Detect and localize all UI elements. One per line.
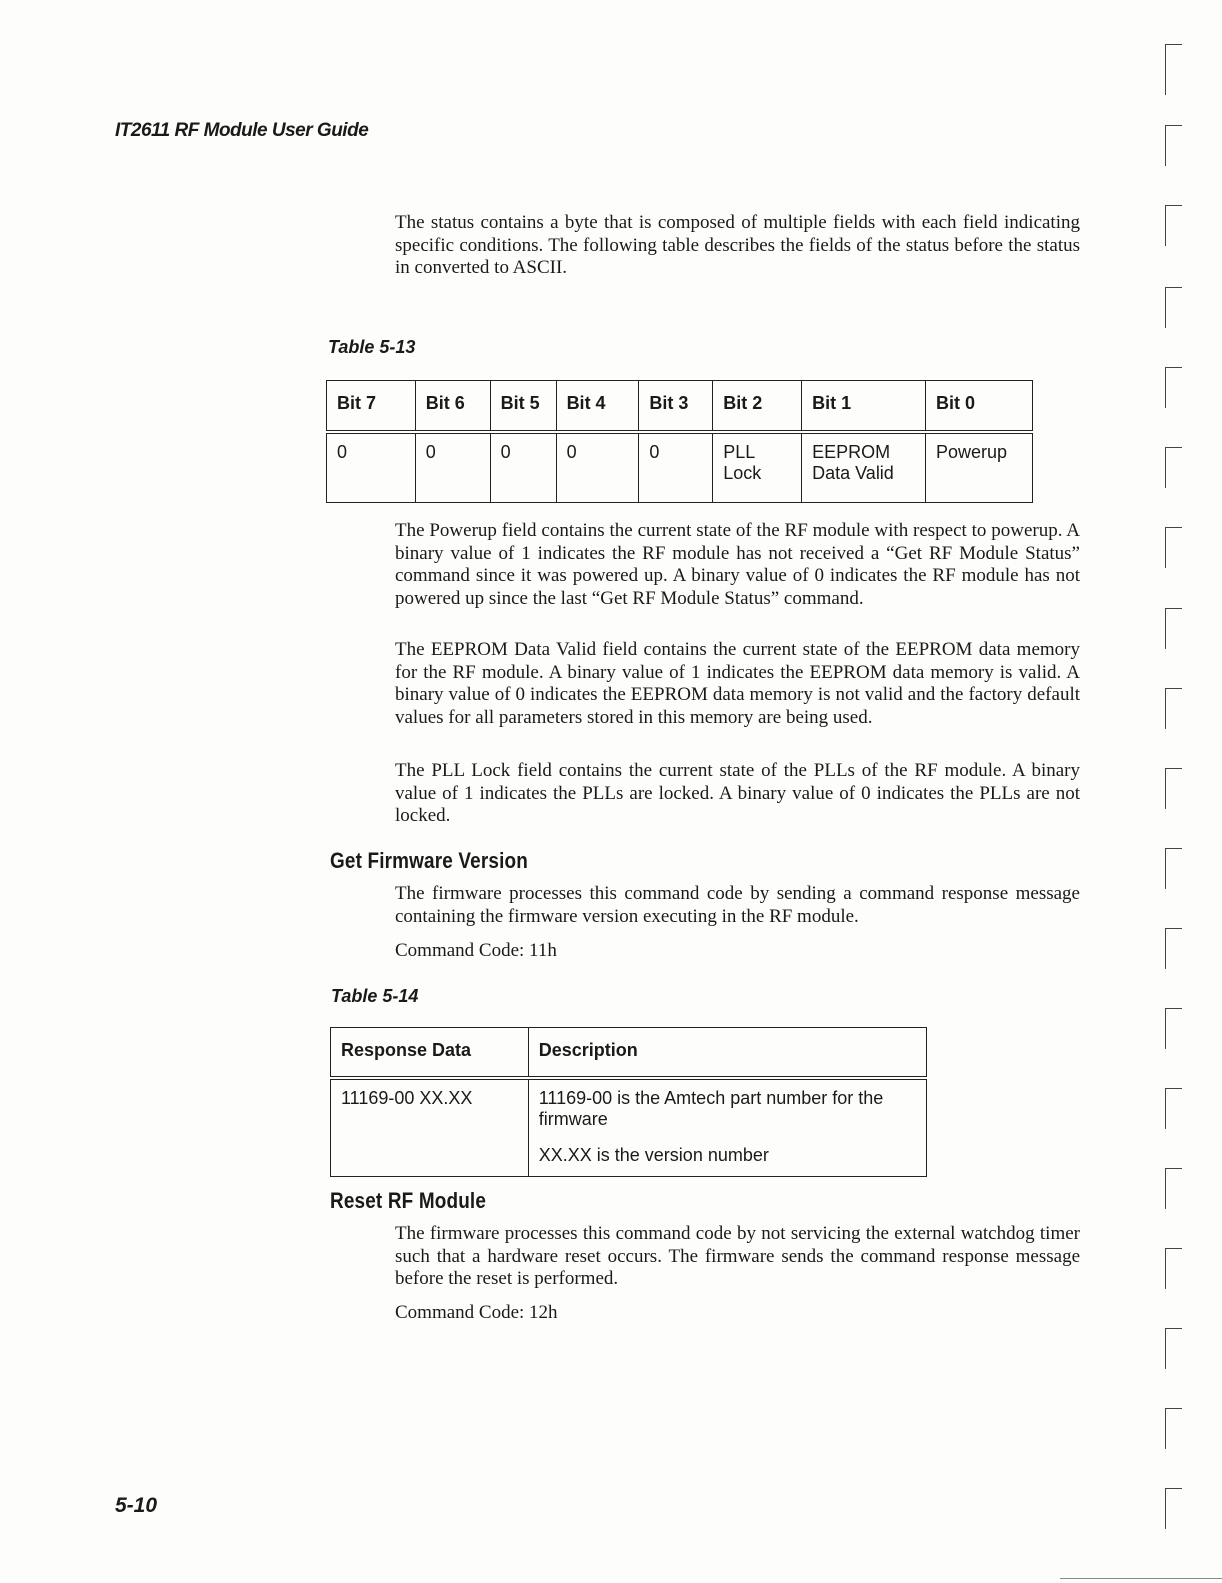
- tab-mark: [1165, 205, 1182, 246]
- tab-mark: [1165, 1408, 1182, 1449]
- get-firmware-paragraph: The firmware processes this command code by sending a command response message containing the firmware version executing in the RF module.: [395, 883, 1080, 927]
- table-row: [327, 432, 1033, 503]
- table-cell: EEPROM Data Valid: [802, 432, 926, 503]
- tab-mark: [1165, 848, 1182, 889]
- tab-mark: [1165, 1248, 1182, 1289]
- page-number: 5-10: [115, 1494, 158, 1517]
- table-cell: XX.XX is the version number: [528, 1139, 926, 1177]
- table-cell: 11169-00 is the Amtech part number for the firmware: [528, 1078, 926, 1139]
- tab-mark: [1165, 527, 1182, 568]
- column-header: Response Data: [331, 1028, 529, 1079]
- tab-mark: [1165, 367, 1182, 408]
- running-header: IT2611 RF Module User Guide: [115, 120, 369, 141]
- table-cell: 0: [639, 432, 713, 503]
- table-5-13-caption: Table 5-13: [328, 337, 416, 357]
- status-bits-table: [326, 380, 1033, 503]
- column-header: Description: [528, 1028, 926, 1079]
- get-firmware-heading: Get Firmware Version: [330, 848, 528, 873]
- table-cell: Powerup: [926, 432, 1033, 503]
- tab-mark: [1165, 688, 1182, 729]
- reset-paragraph: The firmware processes this command code by not servicing the external watchdog timer such that a hardware reset occurs. The firmware sends the command response message before the reset is performed.: [395, 1223, 1080, 1289]
- tab-mark: [1165, 447, 1182, 488]
- column-header: Bit 6: [415, 381, 490, 433]
- column-header: Bit 7: [327, 381, 416, 433]
- eeprom-paragraph: The EEPROM Data Valid field contains the current state of the EEPROM data memory for the RF module. A binary value of 1 indicates the EEPROM data memory is valid. A binary value of 0 indicates the EEPROM data memory is not valid and the factory default values for all parameters stored in this memory are being used.: [395, 639, 1080, 728]
- intro-paragraph: The status contains a byte that is composed of multiple fields with each field indicating specific conditions. The following table describes the fields of the status before the status in converted to ASCII.: [395, 212, 1080, 278]
- firmware-version-table: [330, 1027, 927, 1177]
- tab-mark: [1165, 928, 1182, 969]
- tab-mark: [1165, 287, 1182, 328]
- tab-mark: [1165, 1488, 1182, 1529]
- column-header: Bit 3: [639, 381, 713, 433]
- table-cell: 0: [490, 432, 556, 503]
- column-header: Bit 2: [713, 381, 802, 433]
- reset-heading: Reset RF Module: [330, 1188, 487, 1213]
- bottom-rule: [1060, 1578, 1222, 1579]
- column-header: Bit 1: [802, 381, 926, 433]
- tab-mark: [1165, 44, 1182, 95]
- column-header: Bit 0: [926, 381, 1033, 433]
- table-header-row: [327, 381, 1033, 433]
- tab-mark: [1165, 125, 1182, 166]
- table-header-row: [331, 1028, 927, 1079]
- pll-paragraph: The PLL Lock field contains the current state of the PLLs of the RF module. A binary value of 1 indicates the PLLs are locked. A binary value of 0 indicates the PLLs are not locked.: [395, 760, 1080, 826]
- column-header: Bit 4: [556, 381, 639, 433]
- tab-mark: [1165, 608, 1182, 649]
- tab-mark: [1165, 768, 1182, 809]
- tab-mark: [1165, 1088, 1182, 1129]
- table-cell: 0: [556, 432, 639, 503]
- tab-mark: [1165, 1008, 1182, 1049]
- table-cell: 0: [327, 432, 416, 503]
- table-cell: 11169-00 XX.XX: [331, 1078, 529, 1177]
- table-5-14-caption: Table 5-14: [331, 986, 419, 1006]
- reset-command-code: Command Code: 12h: [395, 1302, 558, 1323]
- table-cell: 0: [415, 432, 490, 503]
- column-header: Bit 5: [490, 381, 556, 433]
- table-cell: PLL Lock: [713, 432, 802, 503]
- tab-mark: [1165, 1168, 1182, 1209]
- powerup-paragraph: The Powerup field contains the current state of the RF module with respect to powerup. A binary value of 1 indicates the RF module has not received a “Get RF Module Status” command since it was powered up. A binary value of 0 indicates the RF module has not powered up since the last “Get RF Module Status” command.: [395, 520, 1080, 609]
- tab-mark: [1165, 1328, 1182, 1369]
- get-firmware-command-code: Command Code: 11h: [395, 940, 557, 961]
- table-row: [331, 1078, 927, 1139]
